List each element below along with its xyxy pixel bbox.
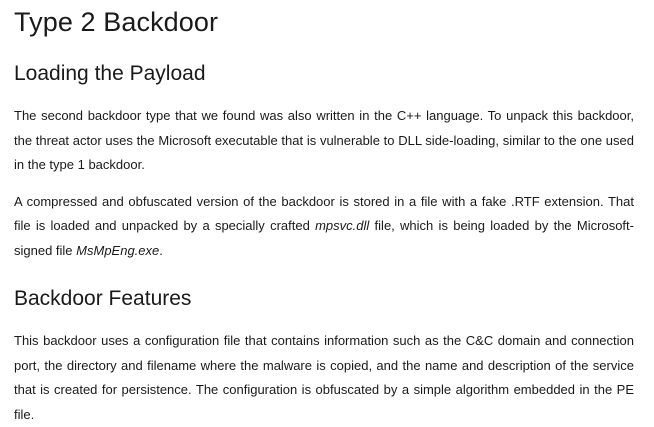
paragraph-text: . — [159, 242, 163, 258]
section-heading-backdoor-features: Backdoor Features — [14, 287, 192, 310]
exe-filename: MsMpEng.exe — [76, 242, 160, 258]
page-title: Type 2 Backdoor — [14, 7, 219, 37]
paragraph-text: A compressed and obfuscated version of the backdoor is stored in a file with a fake .RTF extension. That file is loaded and unpacked by a specially crafted — [14, 193, 634, 233]
paragraph-compressed — [14, 190, 634, 264]
paragraph-unpack: The second backdoor type that we found was also written in the C++ language. To unpack this backdoor, the threat actor uses the Microsoft executable that is vulnerable to DLL side-loading, similar to the one used in the type 1 backdoor. — [14, 108, 634, 172]
section-heading-loading-payload: Loading the Payload — [14, 62, 206, 85]
paragraph-configuration: This backdoor uses a configuration file that contains information such as the C&C domain and connection port, the directory and filename where the malware is copied, and the name and description of the service that is created for persistence. The configuration is obfuscated by a simple algorithm embedded in the PE file. — [14, 333, 634, 422]
dll-filename: mpsvc.dll — [315, 218, 370, 233]
paragraph-text: file, which is being loaded by the Microsoft-signed file — [14, 218, 634, 258]
